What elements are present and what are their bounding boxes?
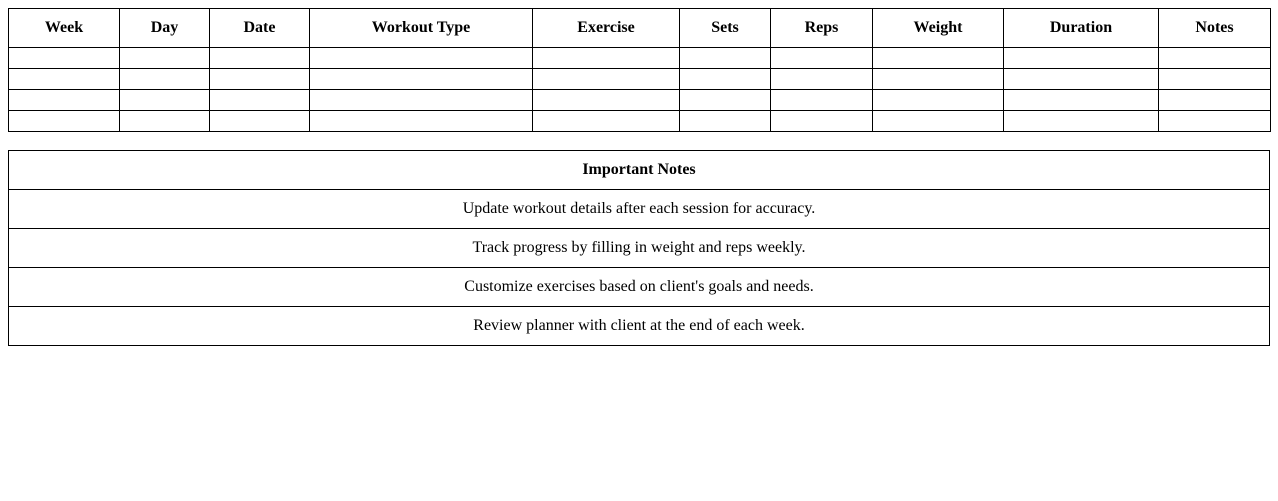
- table-cell[interactable]: [210, 48, 310, 69]
- table-cell[interactable]: [9, 69, 120, 90]
- note-row: [9, 268, 1270, 307]
- notes-title: Important Notes: [9, 151, 1270, 190]
- table-cell[interactable]: [1004, 69, 1159, 90]
- table-cell[interactable]: [533, 69, 680, 90]
- table-cell[interactable]: [1159, 69, 1271, 90]
- column-header-duration: Duration: [1004, 9, 1159, 48]
- notes-header-row: [9, 151, 1270, 190]
- table-cell[interactable]: [120, 90, 210, 111]
- column-header-workout-type: Workout Type: [310, 9, 533, 48]
- table-cell[interactable]: [680, 48, 771, 69]
- table-cell[interactable]: [210, 69, 310, 90]
- column-header-date: Date: [210, 9, 310, 48]
- table-cell[interactable]: [771, 48, 873, 69]
- table-cell[interactable]: [9, 111, 120, 132]
- table-cell[interactable]: [680, 69, 771, 90]
- column-header-week: Week: [9, 9, 120, 48]
- table-cell[interactable]: [1004, 111, 1159, 132]
- header-row: [9, 9, 1271, 48]
- table-cell[interactable]: [533, 90, 680, 111]
- table-cell[interactable]: [210, 111, 310, 132]
- table-cell[interactable]: [9, 90, 120, 111]
- table-row: [9, 111, 1271, 132]
- table-cell[interactable]: [1004, 90, 1159, 111]
- table-cell[interactable]: [873, 90, 1004, 111]
- table-row: [9, 90, 1271, 111]
- table-cell[interactable]: [873, 111, 1004, 132]
- workout-planner-table: [8, 8, 1271, 132]
- important-notes-table: [8, 150, 1270, 346]
- table-cell[interactable]: [771, 69, 873, 90]
- note-item: Customize exercises based on client's goals and needs.: [9, 268, 1270, 307]
- table-cell[interactable]: [771, 111, 873, 132]
- table-row: [9, 69, 1271, 90]
- note-item: Update workout details after each session for accuracy.: [9, 190, 1270, 229]
- table-cell[interactable]: [1159, 90, 1271, 111]
- table-cell[interactable]: [9, 48, 120, 69]
- table-row: [9, 48, 1271, 69]
- table-cell[interactable]: [310, 90, 533, 111]
- note-item: Review planner with client at the end of each week.: [9, 307, 1270, 346]
- note-item: Track progress by filling in weight and reps weekly.: [9, 229, 1270, 268]
- table-cell[interactable]: [120, 48, 210, 69]
- table-cell[interactable]: [1159, 48, 1271, 69]
- table-cell[interactable]: [1004, 48, 1159, 69]
- note-row: [9, 190, 1270, 229]
- table-cell[interactable]: [210, 90, 310, 111]
- column-header-weight: Weight: [873, 9, 1004, 48]
- table-cell[interactable]: [873, 69, 1004, 90]
- column-header-sets: Sets: [680, 9, 771, 48]
- table-cell[interactable]: [120, 111, 210, 132]
- table-cell[interactable]: [873, 48, 1004, 69]
- table-cell[interactable]: [310, 111, 533, 132]
- table-cell[interactable]: [680, 111, 771, 132]
- table-cell[interactable]: [310, 48, 533, 69]
- column-header-reps: Reps: [771, 9, 873, 48]
- table-cell[interactable]: [533, 48, 680, 69]
- table-cell[interactable]: [120, 69, 210, 90]
- table-cell[interactable]: [533, 111, 680, 132]
- table-cell[interactable]: [680, 90, 771, 111]
- table-cell[interactable]: [310, 69, 533, 90]
- column-header-notes: Notes: [1159, 9, 1271, 48]
- column-header-exercise: Exercise: [533, 9, 680, 48]
- table-cell[interactable]: [771, 90, 873, 111]
- note-row: [9, 229, 1270, 268]
- column-header-day: Day: [120, 9, 210, 48]
- table-cell[interactable]: [1159, 111, 1271, 132]
- note-row: [9, 307, 1270, 346]
